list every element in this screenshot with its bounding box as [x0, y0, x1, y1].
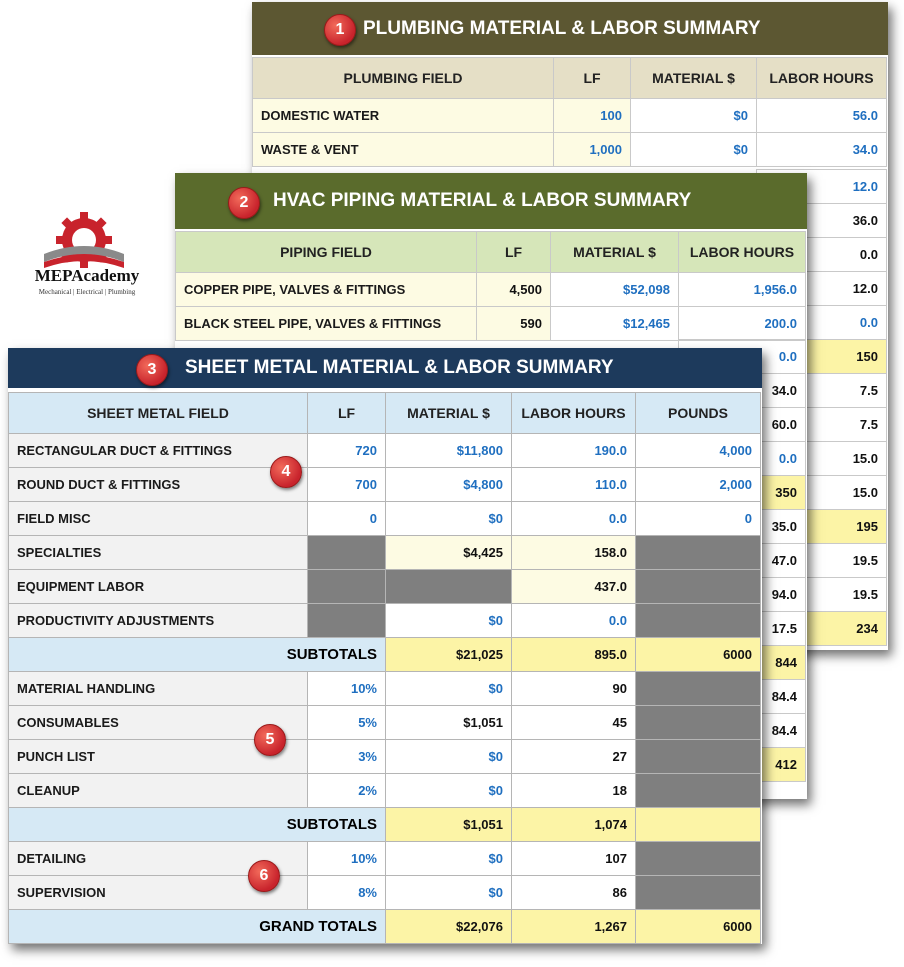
- hours-cell: 412: [679, 748, 806, 782]
- hvac-table: [175, 231, 806, 341]
- disabled-cell: [636, 672, 761, 706]
- field-cell: WASTE & VENT: [253, 133, 554, 167]
- hours-cell: 0.0: [679, 442, 806, 476]
- hours-cell: 7.5: [757, 374, 887, 408]
- percent-cell[interactable]: 3%: [308, 740, 386, 774]
- field-cell: MATERIAL HANDLING: [9, 672, 308, 706]
- disabled-cell: [636, 876, 761, 910]
- hours-cell: 195: [757, 510, 887, 544]
- hours-cell: 90: [512, 672, 636, 706]
- header-labor-hours: LABOR HOURS: [679, 232, 806, 273]
- hvac-title-bar: [175, 173, 807, 229]
- hours-cell: 7.5: [757, 408, 887, 442]
- table-row: [9, 604, 761, 638]
- hours-cell: 0.0: [679, 340, 806, 374]
- disabled-cell: [636, 842, 761, 876]
- grand-total-pounds: 6000: [636, 910, 761, 944]
- hours-cell: 107: [512, 842, 636, 876]
- header-lf: LF: [308, 393, 386, 434]
- material-cell: $1,051: [386, 706, 512, 740]
- callout-badge-6: 6: [248, 860, 280, 892]
- disabled-cell: [636, 740, 761, 774]
- field-cell: CONSUMABLES: [9, 706, 308, 740]
- header-lf: LF: [554, 58, 631, 99]
- sheetmetal-table: [8, 392, 761, 944]
- field-cell: SUPERVISION: [9, 876, 308, 910]
- material-cell[interactable]: $0: [386, 842, 512, 876]
- hours-cell: 47.0: [679, 544, 806, 578]
- hours-cell: 0.0: [757, 306, 887, 340]
- hours-cell: 34.0: [679, 374, 806, 408]
- header-labor-hours: LABOR HOURS: [512, 393, 636, 434]
- subtotal-row: [9, 638, 761, 672]
- hours-cell: 150: [757, 340, 887, 374]
- callout-badge-2: 2: [228, 187, 260, 219]
- field-cell: COPPER PIPE, VALVES & FITTINGS: [176, 273, 477, 307]
- percent-cell[interactable]: 10%: [308, 842, 386, 876]
- field-cell: FIELD MISC: [9, 502, 308, 536]
- hvac-title: HVAC PIPING MATERIAL & LABOR SUMMARY: [273, 190, 692, 211]
- plumbing-title: PLUMBING MATERIAL & LABOR SUMMARY: [363, 17, 761, 39]
- material-cell[interactable]: $0: [386, 774, 512, 808]
- hours-cell: 84.4: [679, 680, 806, 714]
- percent-cell[interactable]: 10%: [308, 672, 386, 706]
- hours-cell: 15.0: [757, 442, 887, 476]
- lf-cell: 590: [477, 307, 551, 341]
- header-plumbing-field: PLUMBING FIELD: [253, 58, 554, 99]
- field-cell: SPECIALTIES: [9, 536, 308, 570]
- hours-cell[interactable]: 1,956.0: [679, 273, 806, 307]
- sheetmetal-title: SHEET METAL MATERIAL & LABOR SUMMARY: [185, 357, 614, 378]
- subtotal-hours: 1,074: [512, 808, 636, 842]
- hours-cell: 15.0: [757, 476, 887, 510]
- subtotal-hours: 895.0: [512, 638, 636, 672]
- material-cell[interactable]: $12,465: [551, 307, 679, 341]
- lf-cell[interactable]: 1,000: [554, 133, 631, 167]
- material-cell[interactable]: $0: [631, 133, 757, 167]
- callout-badge-4: 4: [270, 456, 302, 488]
- hours-cell: 18: [512, 774, 636, 808]
- header-material: MATERIAL $: [631, 58, 757, 99]
- hours-cell[interactable]: 56.0: [757, 99, 887, 133]
- hours-cell: 0.0: [757, 238, 887, 272]
- lf-cell[interactable]: 700: [308, 468, 386, 502]
- header-lf: LF: [477, 232, 551, 273]
- subtotal-row: [9, 808, 761, 842]
- field-cell: DETAILING: [9, 842, 308, 876]
- field-cell: ROUND DUCT & FITTINGS: [9, 468, 308, 502]
- sheetmetal-header-row: [9, 393, 761, 434]
- field-cell: PRODUCTIVITY ADJUSTMENTS: [9, 604, 308, 638]
- material-cell[interactable]: $11,800: [386, 434, 512, 468]
- lf-cell[interactable]: 0: [308, 502, 386, 536]
- hours-cell[interactable]: 190.0: [512, 434, 636, 468]
- material-cell[interactable]: $0: [386, 502, 512, 536]
- hours-cell: 27: [512, 740, 636, 774]
- gear-logo-icon: [22, 212, 152, 272]
- disabled-cell: [636, 570, 761, 604]
- callout-badge-5: 5: [254, 724, 286, 756]
- field-cell: PUNCH LIST: [9, 740, 308, 774]
- hours-cell: 45: [512, 706, 636, 740]
- hours-cell: 19.5: [757, 578, 887, 612]
- table-row: [253, 133, 887, 167]
- hours-cell: 437.0: [512, 570, 636, 604]
- header-sheetmetal-field: SHEET METAL FIELD: [9, 393, 308, 434]
- field-cell: RECTANGULAR DUCT & FITTINGS: [9, 434, 308, 468]
- material-cell[interactable]: $0: [386, 876, 512, 910]
- table-row: [176, 273, 806, 307]
- hours-cell: 84.4: [679, 714, 806, 748]
- hours-cell: 234: [757, 612, 887, 646]
- table-row: [9, 570, 761, 604]
- subtotal-material: $21,025: [386, 638, 512, 672]
- grand-total-label: GRAND TOTALS: [9, 910, 386, 944]
- sheetmetal-title-bar: [8, 348, 762, 388]
- hours-cell[interactable]: 110.0: [512, 468, 636, 502]
- subtotal-material: $1,051: [386, 808, 512, 842]
- material-cell[interactable]: $0: [386, 604, 512, 638]
- hours-cell: 12.0: [757, 272, 887, 306]
- hours-cell: 35.0: [679, 510, 806, 544]
- pounds-cell[interactable]: 4,000: [636, 434, 761, 468]
- header-pounds: POUNDS: [636, 393, 761, 434]
- subtotal-pounds: [636, 808, 761, 842]
- material-cell[interactable]: $0: [386, 740, 512, 774]
- percent-cell[interactable]: 8%: [308, 876, 386, 910]
- table-row: [9, 706, 761, 740]
- table-row: [176, 307, 806, 341]
- subtotal-label: SUBTOTALS: [9, 808, 386, 842]
- disabled-cell: [308, 604, 386, 638]
- material-cell[interactable]: $4,800: [386, 468, 512, 502]
- field-cell: EQUIPMENT LABOR: [9, 570, 308, 604]
- plumbing-table: [252, 57, 887, 167]
- hours-cell[interactable]: 0.0: [512, 604, 636, 638]
- grand-total-row: [9, 910, 761, 944]
- header-material: MATERIAL $: [386, 393, 512, 434]
- table-row: [9, 434, 761, 468]
- table-row: [9, 502, 761, 536]
- hours-cell[interactable]: 34.0: [757, 133, 887, 167]
- hours-cell: 19.5: [757, 544, 887, 578]
- table-row: [253, 99, 887, 133]
- disabled-cell: [308, 536, 386, 570]
- lf-cell[interactable]: 720: [308, 434, 386, 468]
- pounds-cell[interactable]: 0: [636, 502, 761, 536]
- disabled-cell: [636, 774, 761, 808]
- table-row: [9, 468, 761, 502]
- grand-total-hours: 1,267: [512, 910, 636, 944]
- table-row: [9, 740, 761, 774]
- hours-cell: 36.0: [757, 204, 887, 238]
- plumbing-header-row: [253, 58, 887, 99]
- material-cell[interactable]: $0: [631, 99, 757, 133]
- header-material: MATERIAL $: [551, 232, 679, 273]
- material-cell[interactable]: $0: [386, 672, 512, 706]
- pounds-cell[interactable]: 2,000: [636, 468, 761, 502]
- table-row: [9, 672, 761, 706]
- disabled-cell: [636, 536, 761, 570]
- table-row: [9, 876, 761, 910]
- material-cell[interactable]: $52,098: [551, 273, 679, 307]
- percent-cell[interactable]: 5%: [308, 706, 386, 740]
- mep-academy-logo: [22, 212, 152, 302]
- field-cell: CLEANUP: [9, 774, 308, 808]
- table-row: [9, 842, 761, 876]
- disabled-cell: [636, 706, 761, 740]
- hours-cell: 12.0: [757, 170, 887, 204]
- hours-cell: 350: [679, 476, 806, 510]
- table-row: [9, 774, 761, 808]
- hours-cell: 60.0: [679, 408, 806, 442]
- hours-cell: 158.0: [512, 536, 636, 570]
- hvac-header-row: [176, 232, 806, 273]
- callout-badge-3: 3: [136, 354, 168, 386]
- header-labor-hours: LABOR HOURS: [757, 58, 887, 99]
- disabled-cell: [386, 570, 512, 604]
- lf-cell[interactable]: 100: [554, 99, 631, 133]
- header-piping-field: PIPING FIELD: [176, 232, 477, 273]
- logo-tagline: Mechanical | Electrical | Plumbing: [38, 288, 136, 296]
- subtotal-label: SUBTOTALS: [9, 638, 386, 672]
- hours-cell: 17.5: [679, 612, 806, 646]
- disabled-cell: [636, 604, 761, 638]
- plumbing-title-bar: [252, 2, 888, 55]
- hours-cell: 86: [512, 876, 636, 910]
- hours-cell[interactable]: 200.0: [679, 307, 806, 341]
- grand-total-material: $22,076: [386, 910, 512, 944]
- hours-cell[interactable]: 0.0: [512, 502, 636, 536]
- disabled-cell: [308, 570, 386, 604]
- logo-brand: MEPAcademy: [34, 266, 140, 285]
- sheetmetal-summary-sheet: [8, 348, 762, 944]
- table-row: [9, 536, 761, 570]
- subtotal-pounds: 6000: [636, 638, 761, 672]
- material-cell: $4,425: [386, 536, 512, 570]
- hours-cell: 844: [679, 646, 806, 680]
- field-cell: BLACK STEEL PIPE, VALVES & FITTINGS: [176, 307, 477, 341]
- callout-badge-1: 1: [324, 14, 356, 46]
- field-cell: DOMESTIC WATER: [253, 99, 554, 133]
- hours-cell: 94.0: [679, 578, 806, 612]
- percent-cell[interactable]: 2%: [308, 774, 386, 808]
- lf-cell: 4,500: [477, 273, 551, 307]
